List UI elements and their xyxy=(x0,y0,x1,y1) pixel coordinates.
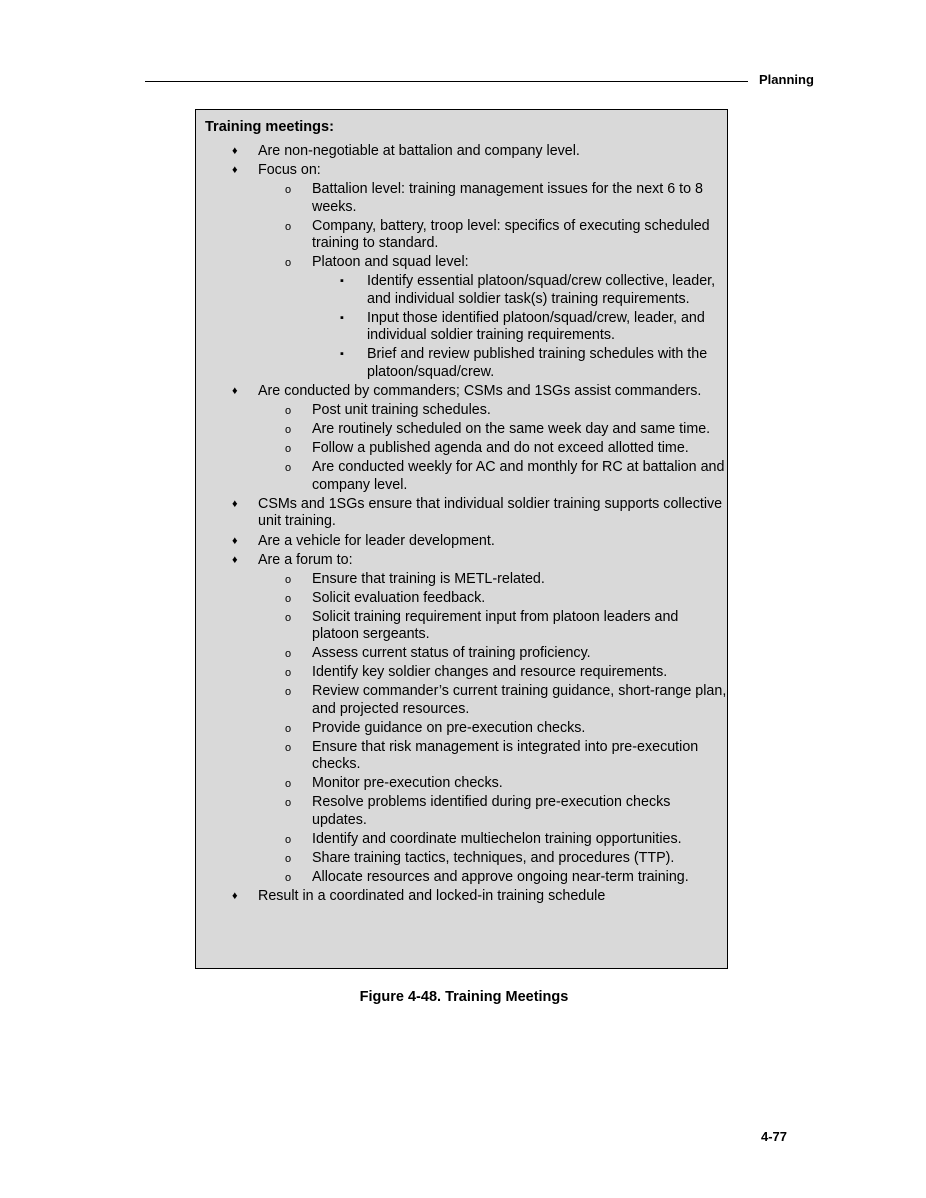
sub-list-item-text: Ensure that training is METL-related. xyxy=(312,570,545,587)
sub-list-item xyxy=(258,850,727,868)
sub-list-item-text: Provide guidance on pre-execution checks. xyxy=(312,719,586,736)
diamond-bullet-icon: ♦ xyxy=(232,890,238,903)
list-item-text: Result in a coordinated and locked-in training schedule xyxy=(258,888,606,905)
header-rule xyxy=(145,81,748,82)
sub-list-item-text: Identify key soldier changes and resource requirements. xyxy=(312,664,668,681)
list-item-text: Are a vehicle for leader development. xyxy=(258,532,495,549)
circle-bullet-icon: o xyxy=(285,257,292,270)
sub-list-item-text: Battalion level: training management issues for the next 6 to 8 weeks. xyxy=(312,181,704,215)
sub-list-item xyxy=(258,869,727,887)
sub-list-item xyxy=(258,720,727,738)
page-number: 4-77 xyxy=(761,1129,788,1144)
sub-list-item-text: Post unit training schedules. xyxy=(312,402,491,419)
sub-list-item-text: Platoon and squad level: xyxy=(312,254,469,271)
list-item xyxy=(205,533,727,551)
list-item-text: Focus on: xyxy=(258,162,321,179)
sub-list-item xyxy=(258,181,727,216)
circle-bullet-icon: o xyxy=(285,220,292,233)
list-item xyxy=(205,143,727,161)
figure-caption xyxy=(0,989,926,1005)
circle-bullet-icon: o xyxy=(285,871,292,884)
circle-bullet-icon: o xyxy=(285,722,292,735)
sub-list-item-text: Share training tactics, techniques, and procedures (TTP). xyxy=(312,849,675,866)
sub-list-item xyxy=(258,664,727,682)
sub-list-item xyxy=(258,218,727,253)
sub-list-item xyxy=(258,739,727,774)
sub-sub-list-item-text: Identify essential platoon/squad/crew collective, leader, and individual soldier task(s) training requirements. xyxy=(367,273,716,307)
sub-list-item xyxy=(258,421,727,439)
sub-list-item xyxy=(258,645,727,663)
sub-list-item-text: Solicit evaluation feedback. xyxy=(312,589,486,606)
list-item xyxy=(205,496,727,531)
bullet-list xyxy=(205,143,727,906)
circle-bullet-icon: o xyxy=(285,443,292,456)
diamond-bullet-icon: ♦ xyxy=(232,497,238,510)
sub-list-item xyxy=(258,831,727,849)
square-bullet-icon: ▪ xyxy=(340,275,344,288)
list-item xyxy=(205,162,727,381)
circle-bullet-icon: o xyxy=(285,797,292,810)
sub-sub-list-item xyxy=(312,346,727,381)
sub-list-item-text: Monitor pre-execution checks. xyxy=(312,775,503,792)
sub-list-item xyxy=(258,254,727,381)
square-bullet-icon: ▪ xyxy=(340,348,344,361)
square-bullet-icon: ▪ xyxy=(340,311,344,324)
sub-list-item-text: Resolve problems identified during pre-execution checks updates. xyxy=(312,794,671,828)
circle-bullet-icon: o xyxy=(285,648,292,661)
list-item-text: Are a forum to: xyxy=(258,551,353,568)
sub-list-item-text: Are routinely scheduled on the same week day and same time. xyxy=(312,421,711,438)
circle-bullet-icon: o xyxy=(285,686,292,699)
sub-list-item-text: Allocate resources and approve ongoing near-term training. xyxy=(312,868,689,885)
figure-caption-text: Figure 4-48. Training Meetings xyxy=(359,989,569,1005)
diamond-bullet-icon: ♦ xyxy=(232,534,238,547)
sub-list-item xyxy=(258,459,727,494)
sub-list-item xyxy=(258,775,727,793)
box-heading: Training meetings: xyxy=(205,119,334,135)
circle-bullet-icon: o xyxy=(285,184,292,197)
sub-list-item-text: Review commander’s current training guidance, short-range plan, and projected resources. xyxy=(312,683,727,717)
sub-sub-list-item xyxy=(312,310,727,345)
sub-sub-list xyxy=(312,273,727,381)
circle-bullet-icon: o xyxy=(285,462,292,475)
diamond-bullet-icon: ♦ xyxy=(232,385,238,398)
section-title: Planning xyxy=(759,72,814,87)
training-meetings-box xyxy=(195,109,728,969)
circle-bullet-icon: o xyxy=(285,741,292,754)
circle-bullet-icon: o xyxy=(285,424,292,437)
sub-list-item xyxy=(258,571,727,589)
circle-bullet-icon: o xyxy=(285,573,292,586)
sub-list-item-text: Company, battery, troop level: specifics of executing scheduled training to standard. xyxy=(312,217,710,252)
list-item xyxy=(205,888,727,906)
sub-list-item xyxy=(258,402,727,420)
diamond-bullet-icon: ♦ xyxy=(232,553,238,566)
sub-sub-list-item-text: Input those identified platoon/squad/crew, leader, and individual soldier training requirements. xyxy=(367,309,705,344)
circle-bullet-icon: o xyxy=(285,852,292,865)
sub-list xyxy=(258,402,727,494)
circle-bullet-icon: o xyxy=(285,611,292,624)
sub-list-item xyxy=(258,794,727,829)
sub-list-item xyxy=(258,440,727,458)
circle-bullet-icon: o xyxy=(285,833,292,846)
sub-list-item-text: Assess current status of training proficiency. xyxy=(312,645,591,662)
diamond-bullet-icon: ♦ xyxy=(232,164,238,177)
list-item-text: Are conducted by commanders; CSMs and 1SGs assist commanders. xyxy=(258,383,702,400)
circle-bullet-icon: o xyxy=(285,667,292,680)
sub-list xyxy=(258,571,727,887)
list-item xyxy=(205,552,727,887)
sub-list-item-text: Follow a published agenda and do not exceed allotted time. xyxy=(312,440,689,457)
list-item-text: Are non-negotiable at battalion and company level. xyxy=(258,143,580,159)
list-item-text: CSMs and 1SGs ensure that individual soldier training supports collective unit training. xyxy=(258,495,723,530)
diamond-bullet-icon: ♦ xyxy=(232,145,238,157)
list-item xyxy=(205,383,727,494)
sub-sub-list-item xyxy=(312,273,727,308)
sub-list-item xyxy=(258,590,727,608)
sub-list-item-text: Ensure that risk management is integrated into pre-execution checks. xyxy=(312,738,699,773)
circle-bullet-icon: o xyxy=(285,778,292,791)
sub-sub-list-item-text: Brief and review published training schedules with the platoon/squad/crew. xyxy=(367,346,708,380)
sub-list-item xyxy=(258,683,727,718)
circle-bullet-icon: o xyxy=(285,405,292,418)
sub-list-item xyxy=(258,609,727,644)
circle-bullet-icon: o xyxy=(285,592,292,605)
sub-list-item-text: Solicit training requirement input from platoon leaders and platoon sergeants. xyxy=(312,608,679,643)
sub-list-item-text: Are conducted weekly for AC and monthly for RC at battalion and company level. xyxy=(312,459,725,493)
sub-list xyxy=(258,181,727,381)
sub-list-item-text: Identify and coordinate multiechelon training opportunities. xyxy=(312,830,682,847)
